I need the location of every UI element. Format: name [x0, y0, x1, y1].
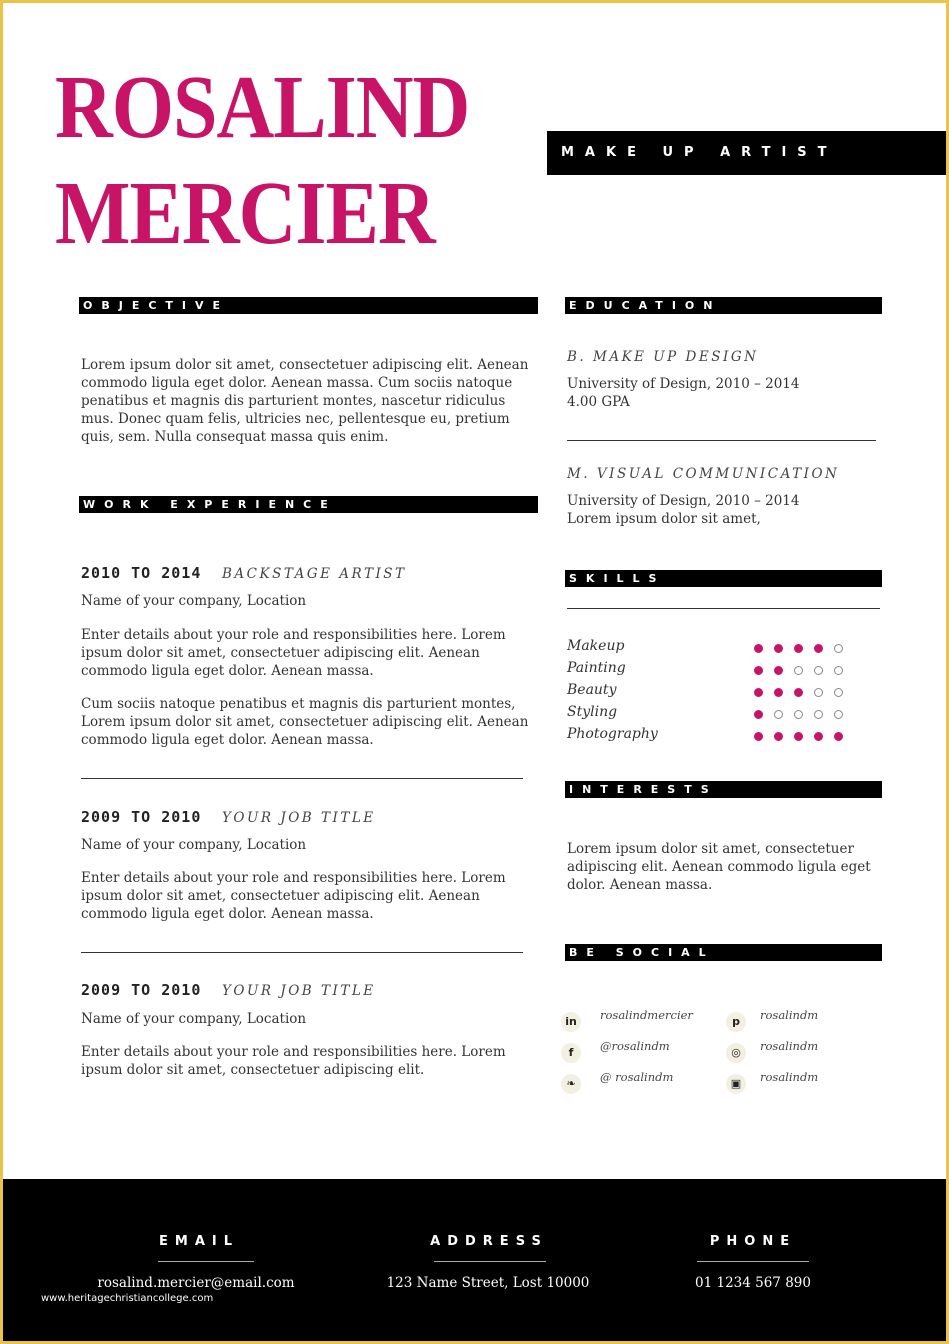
- footer-rule: [434, 1261, 546, 1262]
- first-name: ROSALIND: [55, 58, 470, 158]
- objective-heading: OBJECTIVE: [79, 297, 538, 314]
- skills-heading: SKILLS: [565, 570, 882, 587]
- rating-dot-filled: [754, 688, 763, 697]
- degree-title: B. MAKE UP DESIGN: [567, 349, 759, 365]
- instagram-icon[interactable]: ▣: [726, 1074, 746, 1094]
- rating-dot-filled: [774, 732, 783, 741]
- last-name: MERCIER: [55, 164, 435, 264]
- resume-page: [3, 3, 946, 1341]
- rating-dot-empty: [834, 710, 843, 719]
- phone-label: PHONE: [709, 1234, 797, 1249]
- pinterest-icon[interactable]: p: [726, 1012, 746, 1032]
- rating-dot-filled: [754, 666, 763, 675]
- rating-dot-filled: [774, 688, 783, 697]
- rating-dot-filled: [814, 644, 823, 653]
- rating-dot-empty: [814, 688, 823, 697]
- job-company: Name of your company, Location: [81, 837, 307, 853]
- objective-text: Lorem ipsum dolor sit amet, consectetuer adipiscing elit. Aenean commodo ligula eget dolor. Aenean massa. Cum sociis natoque penatibus et magnis dis parturient montes, nascetur ridiculus mus. Donec quam felis, ultricies nec, pellentesque eu, pretium quis, sem. Nulla consequat massa quis enim.: [81, 357, 529, 445]
- skill-name: Makeup: [567, 638, 625, 654]
- rating-dot-filled: [834, 732, 843, 741]
- degree-school: University of Design, 2010 – 2014: [567, 376, 800, 392]
- social-handle[interactable]: @ rosalindm: [600, 1070, 674, 1084]
- divider: [567, 608, 880, 609]
- rating-dot-filled: [794, 644, 803, 653]
- rating-dot-filled: [754, 732, 763, 741]
- social-handle[interactable]: rosalindm: [760, 1008, 819, 1022]
- job-description: Enter details about your role and responsibilities here. Lorem ipsum dolor sit amet, consectetuer adipiscing elit.: [81, 1044, 506, 1078]
- job-title: BACKSTAGE ARTIST: [222, 566, 407, 582]
- job-dates: 2009 TO 2010: [81, 981, 202, 999]
- degree-detail: Lorem ipsum dolor sit amet,: [567, 511, 761, 527]
- footer-rule: [697, 1261, 809, 1262]
- linkedin-icon[interactable]: in: [561, 1012, 581, 1032]
- skill-name: Styling: [567, 704, 618, 720]
- rating-dot-filled: [794, 688, 803, 697]
- facebook-icon[interactable]: f: [561, 1043, 581, 1063]
- email-value[interactable]: rosalind.mercier@email.com: [97, 1275, 295, 1291]
- rating-dot-empty: [834, 644, 843, 653]
- rating-dot-filled: [774, 666, 783, 675]
- work-experience-heading: WORK EXPERIENCE: [79, 496, 538, 513]
- skill-rating: [754, 644, 843, 653]
- rating-dot-filled: [794, 732, 803, 741]
- skill-name: Painting: [567, 660, 626, 676]
- rating-dot-empty: [814, 710, 823, 719]
- contact-footer: [3, 1179, 946, 1341]
- job-title: YOUR JOB TITLE: [222, 983, 376, 999]
- role-banner: MAKE UP ARTIST: [547, 131, 946, 175]
- social-handle[interactable]: rosalindmercier: [600, 1008, 693, 1022]
- email-label: EMAIL: [159, 1234, 239, 1249]
- rating-dot-empty: [794, 666, 803, 675]
- rating-dot-filled: [754, 644, 763, 653]
- skill-rating: [754, 688, 843, 697]
- social-handle[interactable]: @rosalindm: [600, 1039, 670, 1053]
- rating-dot-empty: [834, 688, 843, 697]
- job-description: Cum sociis natoque penatibus et magnis dis parturient montes, Lorem ipsum dolor sit amet, consectetuer adipiscing elit. Aenean commodo ligula eget dolor. Aenean massa.: [81, 696, 529, 748]
- address-value: 123 Name Street, Lost 10000: [386, 1275, 590, 1291]
- social-handle[interactable]: rosalindm: [760, 1070, 819, 1084]
- degree-title: M. VISUAL COMMUNICATION: [567, 466, 840, 482]
- rating-dot-empty: [774, 710, 783, 719]
- job-title: YOUR JOB TITLE: [222, 810, 376, 826]
- rating-dot-empty: [794, 710, 803, 719]
- job-description: Enter details about your role and responsibilities here. Lorem ipsum dolor sit amet, consectetuer adipiscing elit. Aenean commodo ligula eget dolor. Aenean massa.: [81, 870, 506, 922]
- social-handle[interactable]: rosalindm: [760, 1039, 819, 1053]
- skill-name: Photography: [567, 726, 658, 742]
- divider: [81, 778, 523, 779]
- divider: [567, 440, 876, 441]
- footer-rule: [158, 1261, 254, 1262]
- dribbble-icon[interactable]: ◎: [726, 1043, 746, 1063]
- skill-rating: [754, 666, 843, 675]
- job-company: Name of your company, Location: [81, 593, 307, 609]
- rating-dot-filled: [774, 644, 783, 653]
- rating-dot-empty: [814, 666, 823, 675]
- degree-detail: 4.00 GPA: [567, 394, 630, 410]
- job-description: Enter details about your role and responsibilities here. Lorem ipsum dolor sit amet, consectetuer adipiscing elit. Aenean commodo ligula eget dolor. Aenean massa.: [81, 627, 506, 679]
- job-dates: 2009 TO 2010: [81, 808, 202, 826]
- skill-name: Beauty: [567, 682, 617, 698]
- divider: [81, 952, 523, 953]
- skill-rating: [754, 710, 843, 719]
- education-heading: EDUCATION: [565, 297, 882, 314]
- interests-heading: INTERESTS: [565, 781, 882, 798]
- degree-school: University of Design, 2010 – 2014: [567, 493, 800, 509]
- job-dates: 2010 TO 2014: [81, 564, 202, 582]
- rating-dot-filled: [754, 710, 763, 719]
- address-label: ADDRESS: [430, 1234, 548, 1249]
- job-company: Name of your company, Location: [81, 1011, 307, 1027]
- skill-rating: [754, 732, 843, 741]
- rating-dot-filled: [814, 732, 823, 741]
- phone-value: 01 1234 567 890: [695, 1275, 811, 1291]
- twitter-icon[interactable]: ❧: [561, 1074, 581, 1094]
- interests-text: Lorem ipsum dolor sit amet, consectetuer adipiscing elit. Aenean commodo ligula eget dolor. Aenean massa.: [567, 841, 871, 893]
- rating-dot-empty: [834, 666, 843, 675]
- be-social-heading: BE SOCIAL: [565, 944, 882, 961]
- watermark-text: www.heritagechristiancollege.com: [41, 1293, 214, 1304]
